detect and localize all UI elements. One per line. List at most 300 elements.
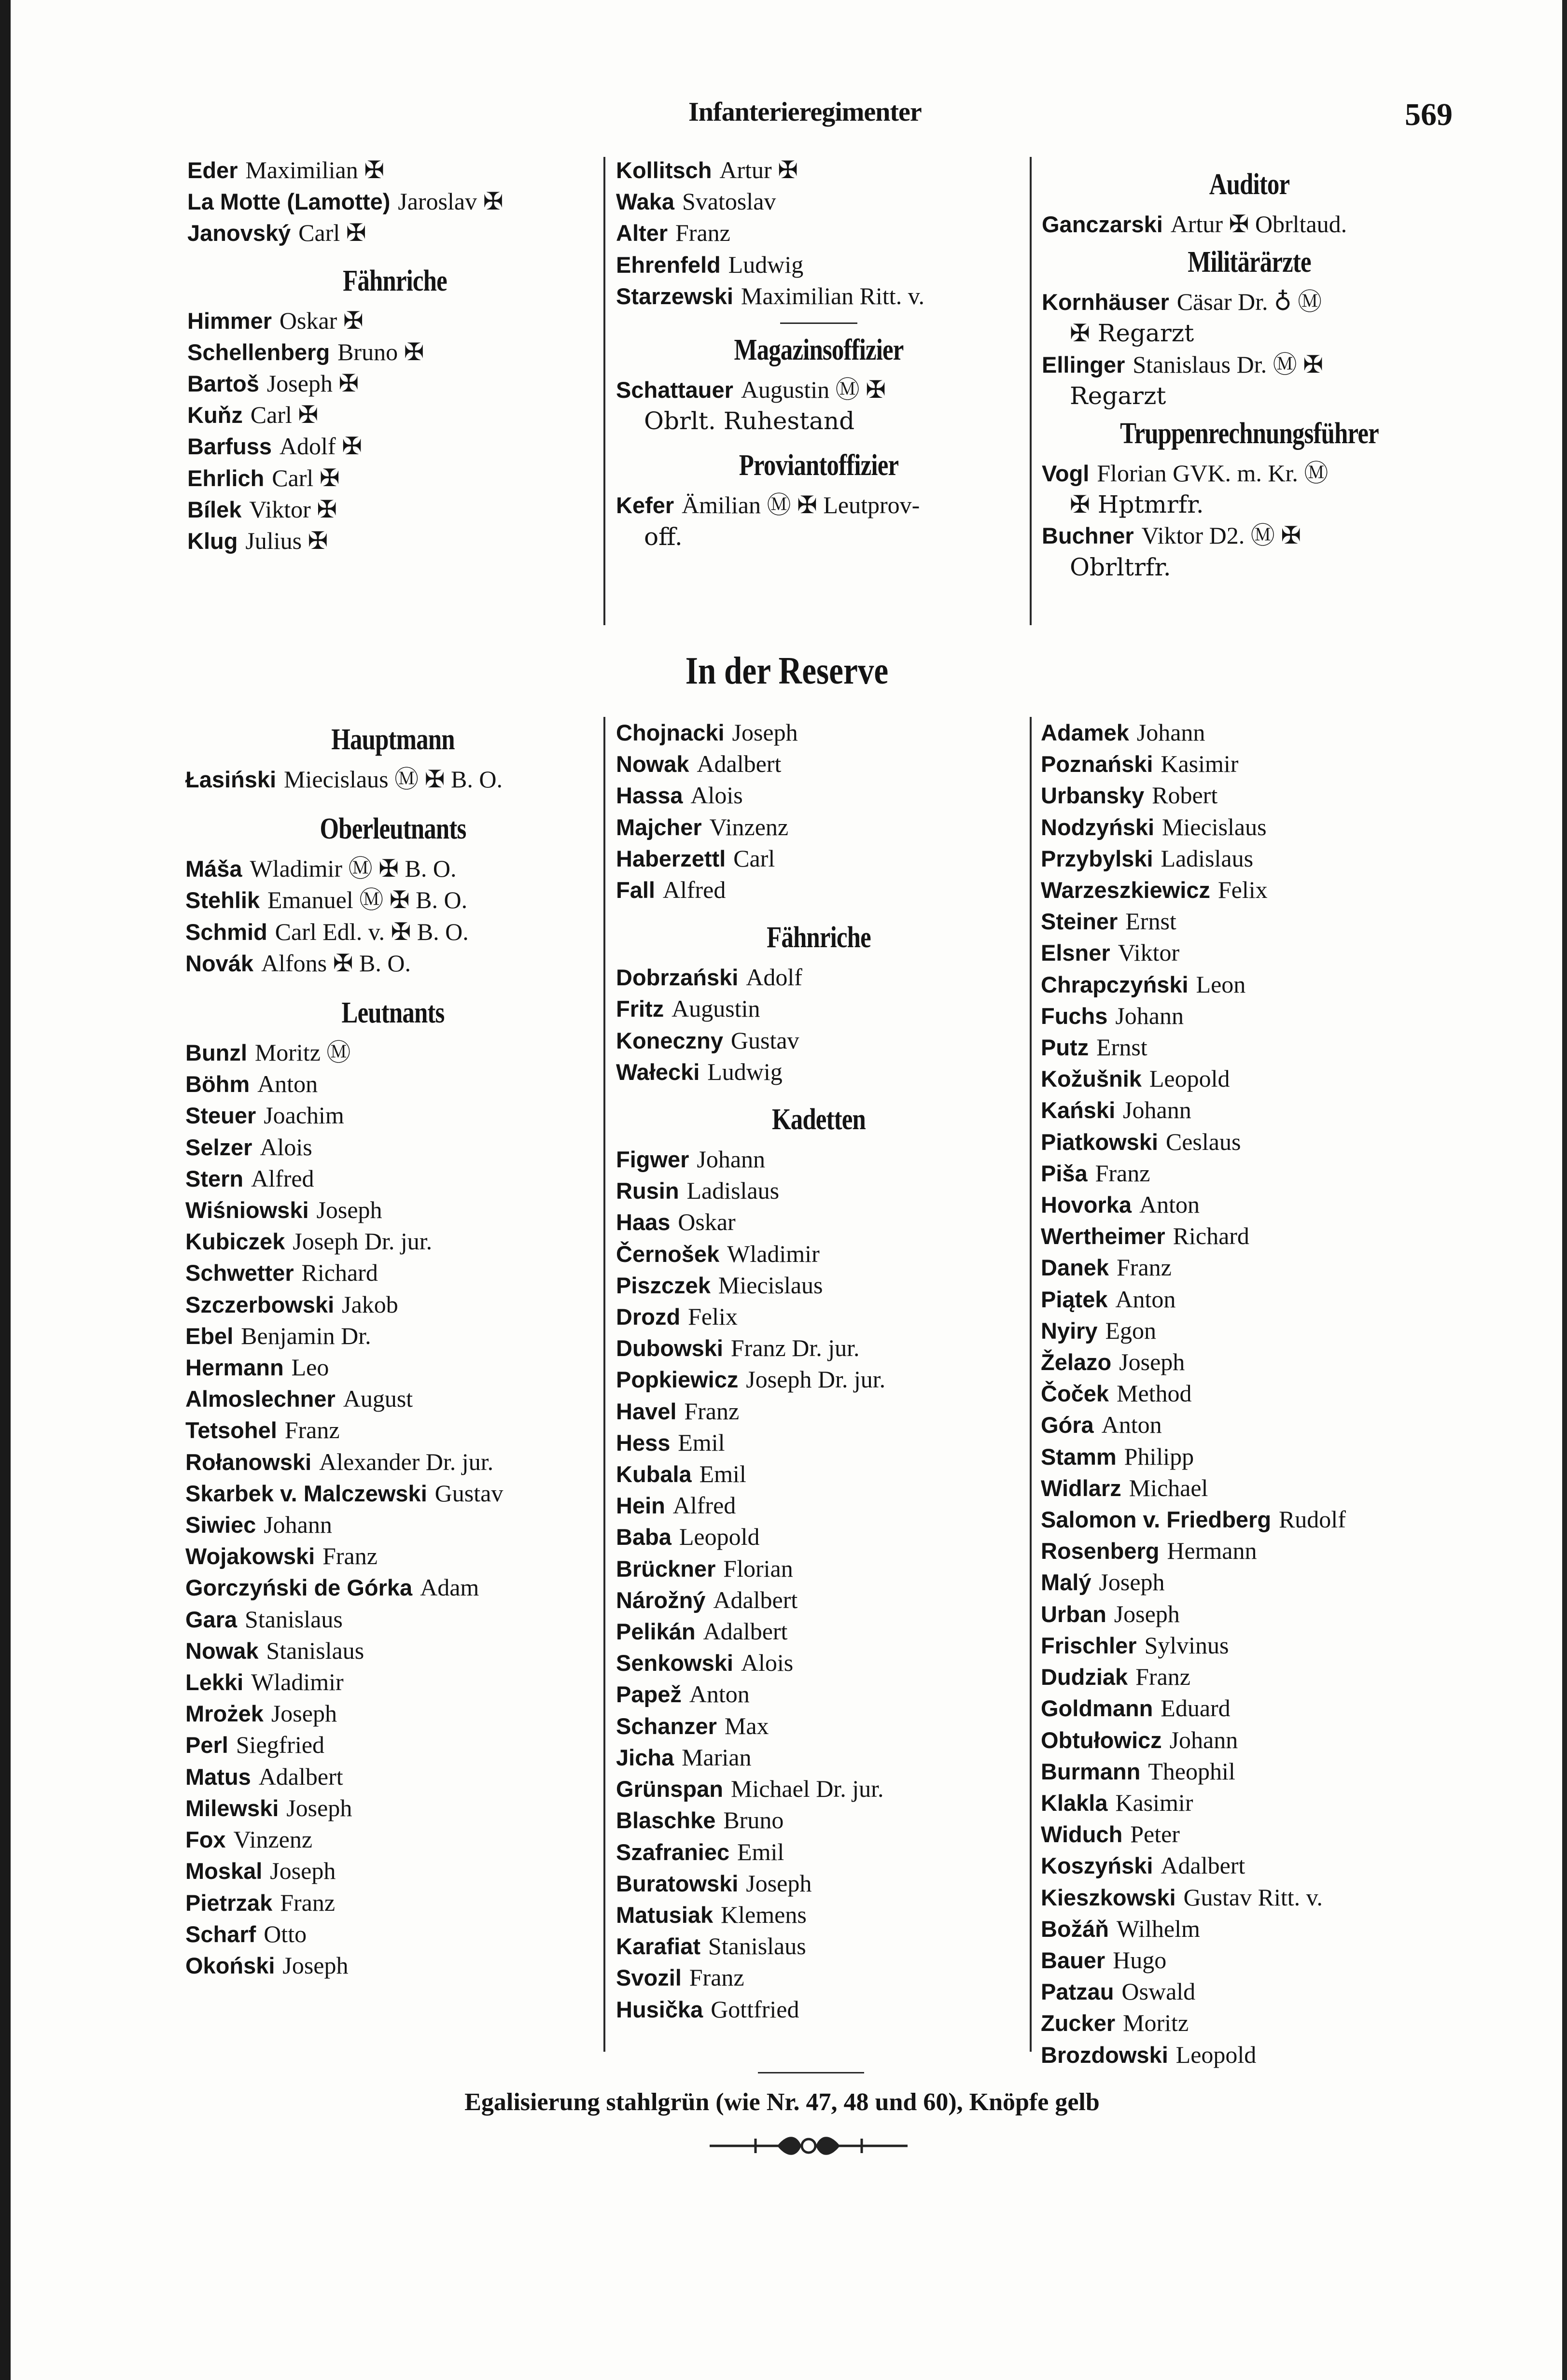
section-heading: Truppenrechnungsführer	[1120, 417, 1379, 450]
given-name-and-rank: Franz	[1116, 1254, 1172, 1281]
surname: Kollitsch	[616, 157, 712, 183]
given-name-and-rank: Hermann	[1167, 1537, 1257, 1565]
section-heading: Kadetten	[772, 1103, 866, 1136]
list-item	[1041, 843, 1456, 874]
surname: Želazo	[1041, 1349, 1112, 1375]
given-name-and-rank: Ämilian Ⓜ ✠ Leutprov-	[682, 491, 920, 519]
surname: Poznański	[1041, 751, 1153, 777]
list-item	[187, 368, 602, 399]
given-name-and-rank: Bruno	[723, 1806, 784, 1834]
surname: Stamm	[1041, 1443, 1117, 1470]
surname: Majcher	[616, 814, 702, 840]
list-item	[185, 1604, 601, 1635]
given-name-and-rank: Stanislaus	[266, 1637, 364, 1664]
list-item	[185, 1824, 601, 1855]
given-name-and-rank: Florian	[723, 1554, 793, 1582]
given-name-and-rank: Carl	[733, 844, 775, 872]
list-item	[616, 1270, 1021, 1301]
surname: Fritz	[616, 996, 664, 1022]
list-item	[1041, 1284, 1456, 1315]
given-name-and-rank: Max	[724, 1712, 769, 1739]
given-name-and-rank: Johann	[264, 1511, 332, 1539]
surname: La Motte (Lamotte)	[187, 189, 391, 215]
surname: Kornhäuser	[1042, 289, 1169, 315]
list-item	[1042, 520, 1457, 551]
surname: Kubiczek	[185, 1229, 285, 1255]
surname: Schanzer	[616, 1713, 717, 1739]
given-name-and-rank: Ernst	[1125, 908, 1176, 935]
list-item	[616, 1647, 1021, 1679]
reserve-column-2	[616, 717, 1021, 2025]
list-item	[616, 843, 1021, 874]
surname: Przybylski	[1041, 845, 1153, 871]
list-item	[616, 1025, 1021, 1056]
given-name-and-rank: Felix	[1217, 876, 1268, 904]
list-item	[616, 374, 1021, 406]
surname: Baba	[616, 1524, 672, 1550]
list-item	[1041, 1063, 1456, 1094]
given-name-and-rank: Franz Dr. jur.	[730, 1334, 860, 1362]
given-name-and-rank: Rudolf	[1278, 1506, 1346, 1533]
surname: Böhm	[185, 1071, 250, 1097]
surname: Ganczarski	[1042, 211, 1163, 237]
surname: Lekki	[185, 1669, 244, 1695]
given-name-and-rank: Peter	[1130, 1820, 1180, 1848]
list-item	[616, 490, 1021, 521]
list-item	[185, 1446, 601, 1478]
list-item	[616, 1773, 1021, 1805]
given-name-and-rank: Ernst	[1096, 1034, 1147, 1061]
list-item	[187, 525, 602, 557]
surname: Kieszkowski	[1041, 1884, 1176, 1910]
list-item	[187, 399, 602, 431]
list-item	[185, 1163, 601, 1194]
given-name-and-rank: Joseph	[270, 1857, 336, 1885]
surname: Goldmann	[1041, 1695, 1153, 1722]
given-name-and-rank: Adalbert	[1161, 1852, 1245, 1879]
list-item	[185, 1635, 601, 1666]
given-name-and-rank: Anton	[1139, 1191, 1200, 1218]
list-item	[1041, 1598, 1456, 1630]
surname: Gara	[185, 1606, 238, 1632]
surname: Scharf	[185, 1921, 256, 1947]
given-name-and-rank: Miecislaus Ⓜ ✠ B. O.	[284, 766, 503, 793]
given-name-and-rank: Joseph	[1119, 1348, 1185, 1376]
given-name-and-rank: Franz	[1095, 1159, 1150, 1187]
list-item	[1041, 1976, 1456, 2007]
given-name-and-rank: Jaroslav ✠	[398, 188, 504, 215]
given-name-and-rank: Gottfried	[711, 1995, 799, 2023]
given-name-and-rank: Ladislaus	[686, 1177, 780, 1204]
surname: Pelikán	[616, 1619, 696, 1645]
surname: Szafraniec	[616, 1839, 730, 1865]
column-divider	[1030, 157, 1032, 625]
given-name-and-rank: Gustav	[434, 1479, 504, 1507]
given-name-and-rank: Alois	[690, 782, 743, 809]
given-name-and-rank: Alfred	[672, 1492, 736, 1519]
given-name-and-rank: Hugo	[1113, 1946, 1167, 1974]
surname: Salomon v. Friedberg	[1041, 1507, 1272, 1533]
surname: Piątek	[1041, 1286, 1108, 1312]
entry-continuation: ✠ Hptmrfr.	[1070, 490, 1204, 519]
surname: Łasiński	[185, 767, 277, 792]
surname: Dudziak	[1041, 1664, 1128, 1690]
given-name-and-rank: Richard	[301, 1259, 378, 1287]
surname: Putz	[1041, 1035, 1089, 1061]
surname: Bunzl	[185, 1040, 247, 1066]
given-name-and-rank: Alois	[741, 1649, 794, 1677]
list-item	[185, 1289, 601, 1320]
given-name-and-rank: Joseph	[286, 1794, 352, 1821]
given-name-and-rank: Maximilian ✠	[245, 156, 385, 183]
given-name-and-rank: Vinzenz	[709, 813, 789, 840]
surname: Nodzyński	[1041, 814, 1155, 840]
given-name-and-rank: Franz	[689, 1964, 744, 1991]
given-name-and-rank: Joseph	[1099, 1568, 1165, 1596]
given-name-and-rank: Leon	[1196, 970, 1246, 998]
list-item	[1041, 748, 1456, 780]
list-item	[1041, 1032, 1456, 1063]
surname: Hovorka	[1041, 1192, 1132, 1218]
surname: Jicha	[616, 1744, 674, 1770]
given-name-and-rank: Joseph ✠	[266, 370, 359, 397]
list-item	[616, 1490, 1021, 1521]
given-name-and-rank: Franz	[684, 1397, 740, 1425]
given-name-and-rank: Vinzenz	[233, 1826, 313, 1853]
list-item	[616, 1364, 1021, 1395]
given-name-and-rank: Ludwig	[728, 251, 804, 278]
given-name-and-rank: Viktor D2. Ⓜ ✠	[1141, 522, 1301, 549]
given-name-and-rank: Siegfried	[236, 1731, 325, 1759]
given-name-and-rank: Ceslaus	[1165, 1128, 1241, 1155]
surname: Fall	[616, 877, 655, 903]
list-item	[185, 1352, 601, 1383]
list-item	[187, 186, 602, 217]
given-name-and-rank: Felix	[688, 1303, 738, 1330]
list-item	[185, 1257, 601, 1288]
surname: Svozil	[616, 1965, 682, 1991]
surname: Černošek	[616, 1241, 720, 1267]
given-name-and-rank: Emil	[699, 1460, 746, 1488]
list-item	[185, 764, 601, 795]
list-item	[185, 916, 601, 948]
given-name-and-rank: Klemens	[721, 1901, 807, 1928]
list-item	[616, 1301, 1021, 1332]
list-item	[1041, 906, 1456, 937]
list-item	[616, 1710, 1021, 1742]
surname: Schmid	[185, 919, 267, 945]
list-item	[1041, 1126, 1456, 1158]
list-item	[185, 1383, 601, 1414]
given-name-and-rank: Miecislaus	[718, 1271, 823, 1299]
surname: Frischler	[1041, 1632, 1137, 1658]
list-item	[185, 948, 601, 979]
given-name-and-rank: Julius ✠	[245, 527, 328, 555]
list-item	[185, 1950, 601, 1981]
list-item	[1041, 874, 1456, 906]
scan-edge-right	[1562, 0, 1567, 2380]
list-item	[1041, 1819, 1456, 1850]
running-header: Infanterieregimenter	[688, 97, 922, 127]
surname: Vogl	[1042, 461, 1090, 487]
surname: Rosenberg	[1041, 1538, 1160, 1564]
given-name-and-rank: Adalbert	[697, 750, 782, 778]
surname: Ehrlich	[187, 465, 265, 491]
list-item	[1041, 1661, 1456, 1693]
given-name-and-rank: Theophil	[1148, 1757, 1235, 1785]
list-item	[1041, 1945, 1456, 1976]
surname: Matusiak	[616, 1902, 714, 1928]
surname: Danek	[1041, 1255, 1109, 1281]
list-item	[185, 1068, 601, 1100]
list-item	[616, 1962, 1021, 1993]
surname: Steuer	[185, 1103, 256, 1129]
list-item	[1041, 1756, 1456, 1787]
surname: Barfuss	[187, 434, 272, 460]
list-item	[185, 1509, 601, 1540]
section-heading: Hauptmann	[331, 723, 455, 756]
surname: Milewski	[185, 1795, 279, 1821]
list-item	[185, 1729, 601, 1761]
list-item	[185, 1572, 601, 1603]
surname: Waka	[616, 189, 675, 215]
surname: Drozd	[616, 1304, 681, 1330]
surname: Wojakowski	[185, 1543, 315, 1569]
list-item	[187, 462, 602, 494]
given-name-and-rank: Jakob	[342, 1290, 398, 1318]
list-item	[616, 1458, 1021, 1490]
column-divider	[1030, 717, 1032, 2052]
surname: Skarbek v. Malczewski	[185, 1480, 427, 1506]
ornament-divider	[705, 2129, 912, 2163]
list-item	[1041, 1094, 1456, 1126]
list-item	[616, 249, 1021, 280]
surname: Schwetter	[185, 1260, 294, 1286]
given-name-and-rank: Robert	[1152, 782, 1218, 809]
list-item	[1042, 349, 1457, 380]
list-item	[616, 1742, 1021, 1773]
surname: Buratowski	[616, 1870, 739, 1896]
given-name-and-rank: Adolf ✠	[279, 433, 362, 460]
list-item	[616, 186, 1021, 217]
surname: Steiner	[1041, 909, 1118, 935]
list-item	[185, 1887, 601, 1918]
surname: Hess	[616, 1429, 671, 1456]
surname: Hassa	[616, 783, 683, 809]
given-name-and-rank: Leopold	[679, 1523, 760, 1551]
given-name-and-rank: Anton	[1101, 1411, 1162, 1439]
footer-note: Egalisierung stahlgrün (wie Nr. 47, 48 und 60), Knöpfe gelb	[464, 2088, 1100, 2116]
list-item	[616, 1521, 1021, 1553]
list-item	[185, 1037, 601, 1068]
surname: Ehrenfeld	[616, 252, 721, 278]
given-name-and-rank: Franz	[280, 1889, 336, 1916]
surname: Klakla	[1041, 1790, 1108, 1816]
list-item	[185, 1478, 601, 1509]
list-item	[187, 431, 602, 462]
list-item	[616, 1899, 1021, 1931]
surname: Brozdowski	[1041, 2042, 1168, 2068]
list-item	[1041, 1441, 1456, 1472]
section-heading: Magazinsoffizier	[734, 334, 904, 367]
list-item	[616, 1238, 1021, 1270]
list-item	[1041, 1189, 1456, 1220]
surname: Stern	[185, 1165, 244, 1191]
given-name-and-rank: Maximilian Ritt. v.	[741, 282, 924, 309]
list-item	[616, 748, 1021, 780]
given-name-and-rank: Wladimir	[251, 1668, 344, 1696]
surname: Nárožný	[616, 1587, 706, 1613]
given-name-and-rank: Alfred	[662, 876, 726, 904]
surname: Piszczek	[616, 1272, 711, 1298]
surname: Blaschke	[616, 1807, 716, 1834]
surname: Senkowski	[616, 1650, 733, 1676]
surname: Janovský	[187, 220, 291, 246]
reserve-title: In der Reserve	[685, 650, 889, 692]
surname: Mrożek	[185, 1701, 264, 1727]
surname: Wiśniowski	[185, 1197, 309, 1223]
surname: Siwiec	[185, 1512, 256, 1538]
given-name-and-rank: Bruno ✠	[337, 338, 424, 365]
list-item	[1041, 1315, 1456, 1346]
reserve-column-1	[185, 710, 601, 1981]
list-item	[616, 1553, 1021, 1584]
surname: Burmann	[1041, 1758, 1141, 1784]
given-name-and-rank: Anton	[689, 1680, 750, 1708]
surname: Kožušnik	[1041, 1066, 1142, 1092]
section-heading: Militärärzte	[1188, 246, 1311, 279]
given-name-and-rank: Joseph	[732, 719, 798, 746]
surname: Widuch	[1041, 1821, 1123, 1848]
list-item	[1041, 1409, 1456, 1441]
surname: Tetsohel	[185, 1417, 277, 1443]
list-item	[616, 1836, 1021, 1868]
list-item	[1041, 1567, 1456, 1598]
given-name-and-rank: Joseph Dr. jur.	[746, 1366, 886, 1393]
section-heading: Oberleutnants	[320, 812, 466, 846]
list-item	[616, 1616, 1021, 1647]
surname: Papež	[616, 1681, 682, 1708]
given-name-and-rank: Moritz Ⓜ	[254, 1039, 351, 1066]
section-rule	[780, 322, 857, 324]
upper-column-3	[1042, 154, 1457, 583]
list-item	[1041, 1630, 1456, 1661]
surname: Okoński	[185, 1952, 275, 1978]
list-item	[616, 1679, 1021, 1710]
surname: Chojnacki	[616, 720, 725, 745]
surname: Schattauer	[616, 377, 733, 403]
surname: Kuňz	[187, 402, 243, 428]
list-item	[616, 717, 1021, 748]
list-item	[616, 962, 1021, 993]
surname: Kański	[1041, 1097, 1116, 1123]
list-item	[185, 1320, 601, 1352]
list-item	[1041, 1787, 1456, 1819]
given-name-and-rank: Anton	[257, 1070, 318, 1098]
given-name-and-rank: Alfons ✠ B. O.	[261, 949, 411, 977]
entry-continuation: Obrlt. Ruhestand	[644, 407, 855, 435]
surname: Almoslechner	[185, 1386, 336, 1412]
given-name-and-rank: Alexander Dr. jur.	[319, 1448, 494, 1475]
list-item	[616, 812, 1021, 843]
section-heading: Fähnriche	[343, 264, 447, 297]
list-item	[187, 154, 602, 186]
list-item	[185, 1698, 601, 1729]
surname: Piatkowski	[1041, 1129, 1158, 1155]
list-item	[185, 1100, 601, 1131]
given-name-and-rank: Artur ✠	[719, 156, 798, 183]
list-item	[185, 1414, 601, 1446]
list-item	[616, 1931, 1021, 1962]
given-name-and-rank: Gustav Ritt. v.	[1183, 1883, 1323, 1911]
section-heading: Fähnriche	[767, 921, 871, 954]
given-name-and-rank: Philipp	[1124, 1442, 1194, 1470]
given-name-and-rank: August	[343, 1385, 413, 1413]
list-item	[185, 1226, 601, 1257]
list-item	[616, 780, 1021, 811]
given-name-and-rank: Wladimir	[727, 1240, 820, 1267]
surname: Popkiewicz	[616, 1367, 739, 1393]
given-name-and-rank: Florian GVK. m. Kr. Ⓜ	[1097, 460, 1329, 487]
entry-continuation: Obrltrfr.	[1070, 553, 1171, 581]
given-name-and-rank: Ladislaus	[1161, 844, 1254, 872]
list-item	[1041, 1378, 1456, 1409]
given-name-and-rank: Oskar	[678, 1208, 736, 1236]
surname: Koneczny	[616, 1027, 723, 1053]
given-name-and-rank: Leopold	[1149, 1065, 1230, 1092]
surname: Schellenberg	[187, 339, 330, 365]
given-name-and-rank: Benjamin Dr.	[241, 1322, 371, 1349]
list-item	[616, 1868, 1021, 1899]
surname: Fuchs	[1041, 1003, 1108, 1029]
given-name-and-rank: Ludwig	[707, 1058, 783, 1085]
given-name-and-rank: Joseph	[316, 1196, 382, 1224]
surname: Hein	[616, 1493, 665, 1519]
surname: Božáň	[1041, 1916, 1109, 1942]
given-name-and-rank: Wladimir Ⓜ ✠ B. O.	[250, 855, 457, 882]
list-item	[185, 853, 601, 884]
given-name-and-rank: Carl Edl. v. ✠ B. O.	[275, 918, 469, 945]
list-item	[616, 1206, 1021, 1238]
list-item	[1041, 780, 1456, 811]
list-item	[616, 1175, 1021, 1206]
surname: Elsner	[1041, 940, 1110, 966]
surname: Ellinger	[1042, 351, 1125, 378]
surname: Himmer	[187, 308, 272, 334]
given-name-and-rank: Adam	[420, 1574, 479, 1601]
list-item	[185, 1792, 601, 1824]
given-name-and-rank: Oswald	[1121, 1978, 1196, 2005]
given-name-and-rank: Michael Dr. jur.	[730, 1775, 884, 1803]
surname: Rusin	[616, 1178, 679, 1204]
surname: Novák	[185, 950, 254, 976]
surname: Nyiry	[1041, 1317, 1098, 1344]
surname: Figwer	[616, 1147, 689, 1173]
given-name-and-rank: Johann	[1115, 1002, 1184, 1029]
surname: Bartoš	[187, 371, 259, 397]
list-item	[1042, 286, 1457, 318]
list-item	[1041, 2039, 1456, 2071]
list-item	[187, 305, 602, 336]
given-name-and-rank: Alfred	[251, 1164, 314, 1192]
given-name-and-rank: Eduard	[1161, 1694, 1231, 1722]
list-item	[616, 1396, 1021, 1427]
given-name-and-rank: Otto	[264, 1920, 307, 1947]
list-item	[1041, 1535, 1456, 1567]
list-item	[616, 1584, 1021, 1616]
list-item	[185, 1132, 601, 1163]
given-name-and-rank: Viktor ✠	[249, 495, 337, 523]
